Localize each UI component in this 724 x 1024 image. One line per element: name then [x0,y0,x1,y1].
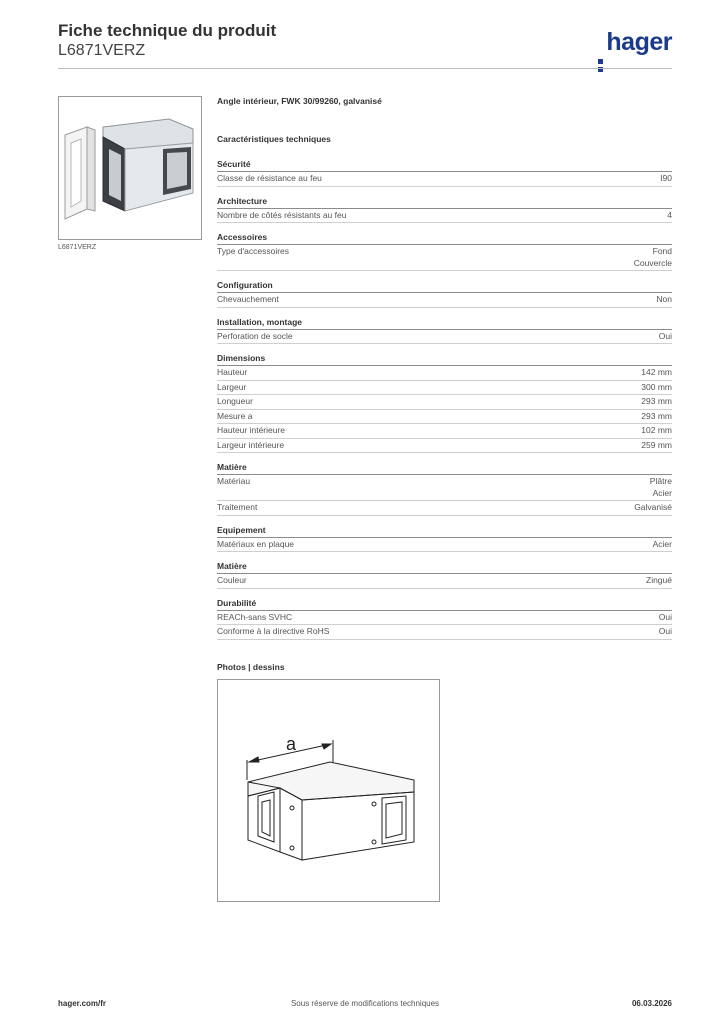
spec-values [653,539,672,551]
spec-value: Non [656,294,672,304]
image-caption: L6871VERZ [58,244,97,251]
spec-value: Galvanisé [634,502,672,512]
spec-value: 102 mm [641,425,672,435]
spec-value: Fond [652,246,672,256]
spec-group-title: Sécurité [217,159,672,172]
spec-values [646,575,672,587]
spec-group [217,561,672,589]
spec-value: Oui [658,611,672,622]
hager-logo: hager [598,28,672,57]
spec-value: Couvercle [633,257,672,268]
spec-content [217,96,672,902]
spec-row [217,574,672,589]
spec-group-title: Durabilité [217,598,672,611]
spec-values [641,411,672,423]
spec-row [217,501,672,516]
spec-row [217,381,672,396]
footer-date: 06.03.2026 [631,999,672,1008]
spec-group [217,280,672,308]
spec-value: 142 mm [641,367,672,377]
spec-group-title: Matière [217,462,672,475]
spec-values [641,425,672,437]
spec-value: Oui [658,330,672,341]
spec-value: 293 mm [641,410,672,421]
spec-row [217,410,672,425]
spec-label: Matériau [217,476,251,486]
spec-row [217,172,672,187]
spec-value: Oui [658,626,672,636]
spec-group-title: Equipement [217,525,672,538]
spec-label: Classe de résistance au feu [217,173,322,183]
spec-value: Plâtre [649,476,672,486]
spec-values [641,367,672,379]
spec-group [217,232,672,271]
spec-value: 4 [667,209,672,220]
spec-values [660,173,672,185]
spec-label: Largeur [217,381,247,392]
spec-label: Hauteur intérieure [217,425,286,435]
spec-row [217,475,672,501]
page-header [58,20,672,68]
footer-notice: Sous réserve de modifications techniques [290,999,440,1008]
spec-values [634,502,672,514]
spec-label: Nombre de côtés résistants au feu [217,209,347,220]
spec-row [217,209,672,224]
spec-value: 293 mm [641,396,672,406]
product-description: Angle intérieur, FWK 30/99260, galvanisé [217,96,382,106]
dimension-label: a [286,733,297,754]
spec-values [641,382,672,394]
footer-website[interactable]: hager.com/fr [58,999,107,1008]
header-divider [58,68,672,69]
spec-label: Conforme à la directive RoHS [217,626,330,636]
spec-values [659,612,672,624]
spec-group-title: Architecture [217,196,672,209]
spec-values [656,294,672,306]
spec-values [659,331,672,343]
spec-row [217,395,672,410]
spec-group [217,525,672,553]
spec-label: Traitement [217,502,258,512]
spec-value: Zingué [646,575,672,585]
spec-row [217,538,672,553]
spec-values [659,626,672,638]
photos-heading: Photos | dessins [217,661,285,672]
spec-value: 300 mm [641,381,672,392]
spec-label: Mesure a [217,410,253,421]
spec-label: Perforation de socle [217,330,293,341]
spec-group-title: Dimensions [217,353,672,366]
spec-group [217,317,672,345]
spec-row [217,366,672,381]
spec-row [217,293,672,308]
spec-row [217,611,672,626]
spec-row [217,330,672,345]
spec-group [217,598,672,640]
spec-group-title: Configuration [217,280,672,293]
spec-label: Longueur [217,396,253,406]
spec-values [641,396,672,408]
spec-row [217,439,672,454]
spec-values [641,440,672,452]
spec-group [217,159,672,187]
specs-heading: Caractéristiques techniques [217,134,331,144]
spec-row [217,245,672,271]
spec-label: Chevauchement [217,294,279,304]
spec-group [217,353,672,453]
spec-values [650,476,672,499]
product-reference: L6871VERZ [58,42,146,59]
spec-label: Matériaux en plaque [217,538,295,549]
product-image [58,96,202,240]
spec-row [217,424,672,439]
spec-values [667,210,672,222]
spec-label: Hauteur [217,367,248,377]
spec-group-title: Installation, montage [217,317,672,330]
spec-value: Acier [652,538,672,549]
spec-label: Couleur [217,575,247,585]
spec-label: Type d'accessoires [217,246,290,256]
spec-group-title: Accessoires [217,232,672,245]
spec-value: Acier [652,487,672,498]
spec-label: Largeur intérieure [217,439,285,450]
spec-group [217,196,672,224]
spec-group [217,462,672,516]
page-title: Fiche technique du produit [58,21,277,40]
technical-drawing [217,679,440,902]
spec-row [217,625,672,640]
spec-value: I90 [660,173,672,183]
spec-label: REACh-sans SVHC [217,611,293,622]
spec-group-title: Matière [217,561,672,574]
spec-value: 259 mm [641,439,672,450]
spec-values [634,246,672,269]
spec-groups [217,159,672,640]
